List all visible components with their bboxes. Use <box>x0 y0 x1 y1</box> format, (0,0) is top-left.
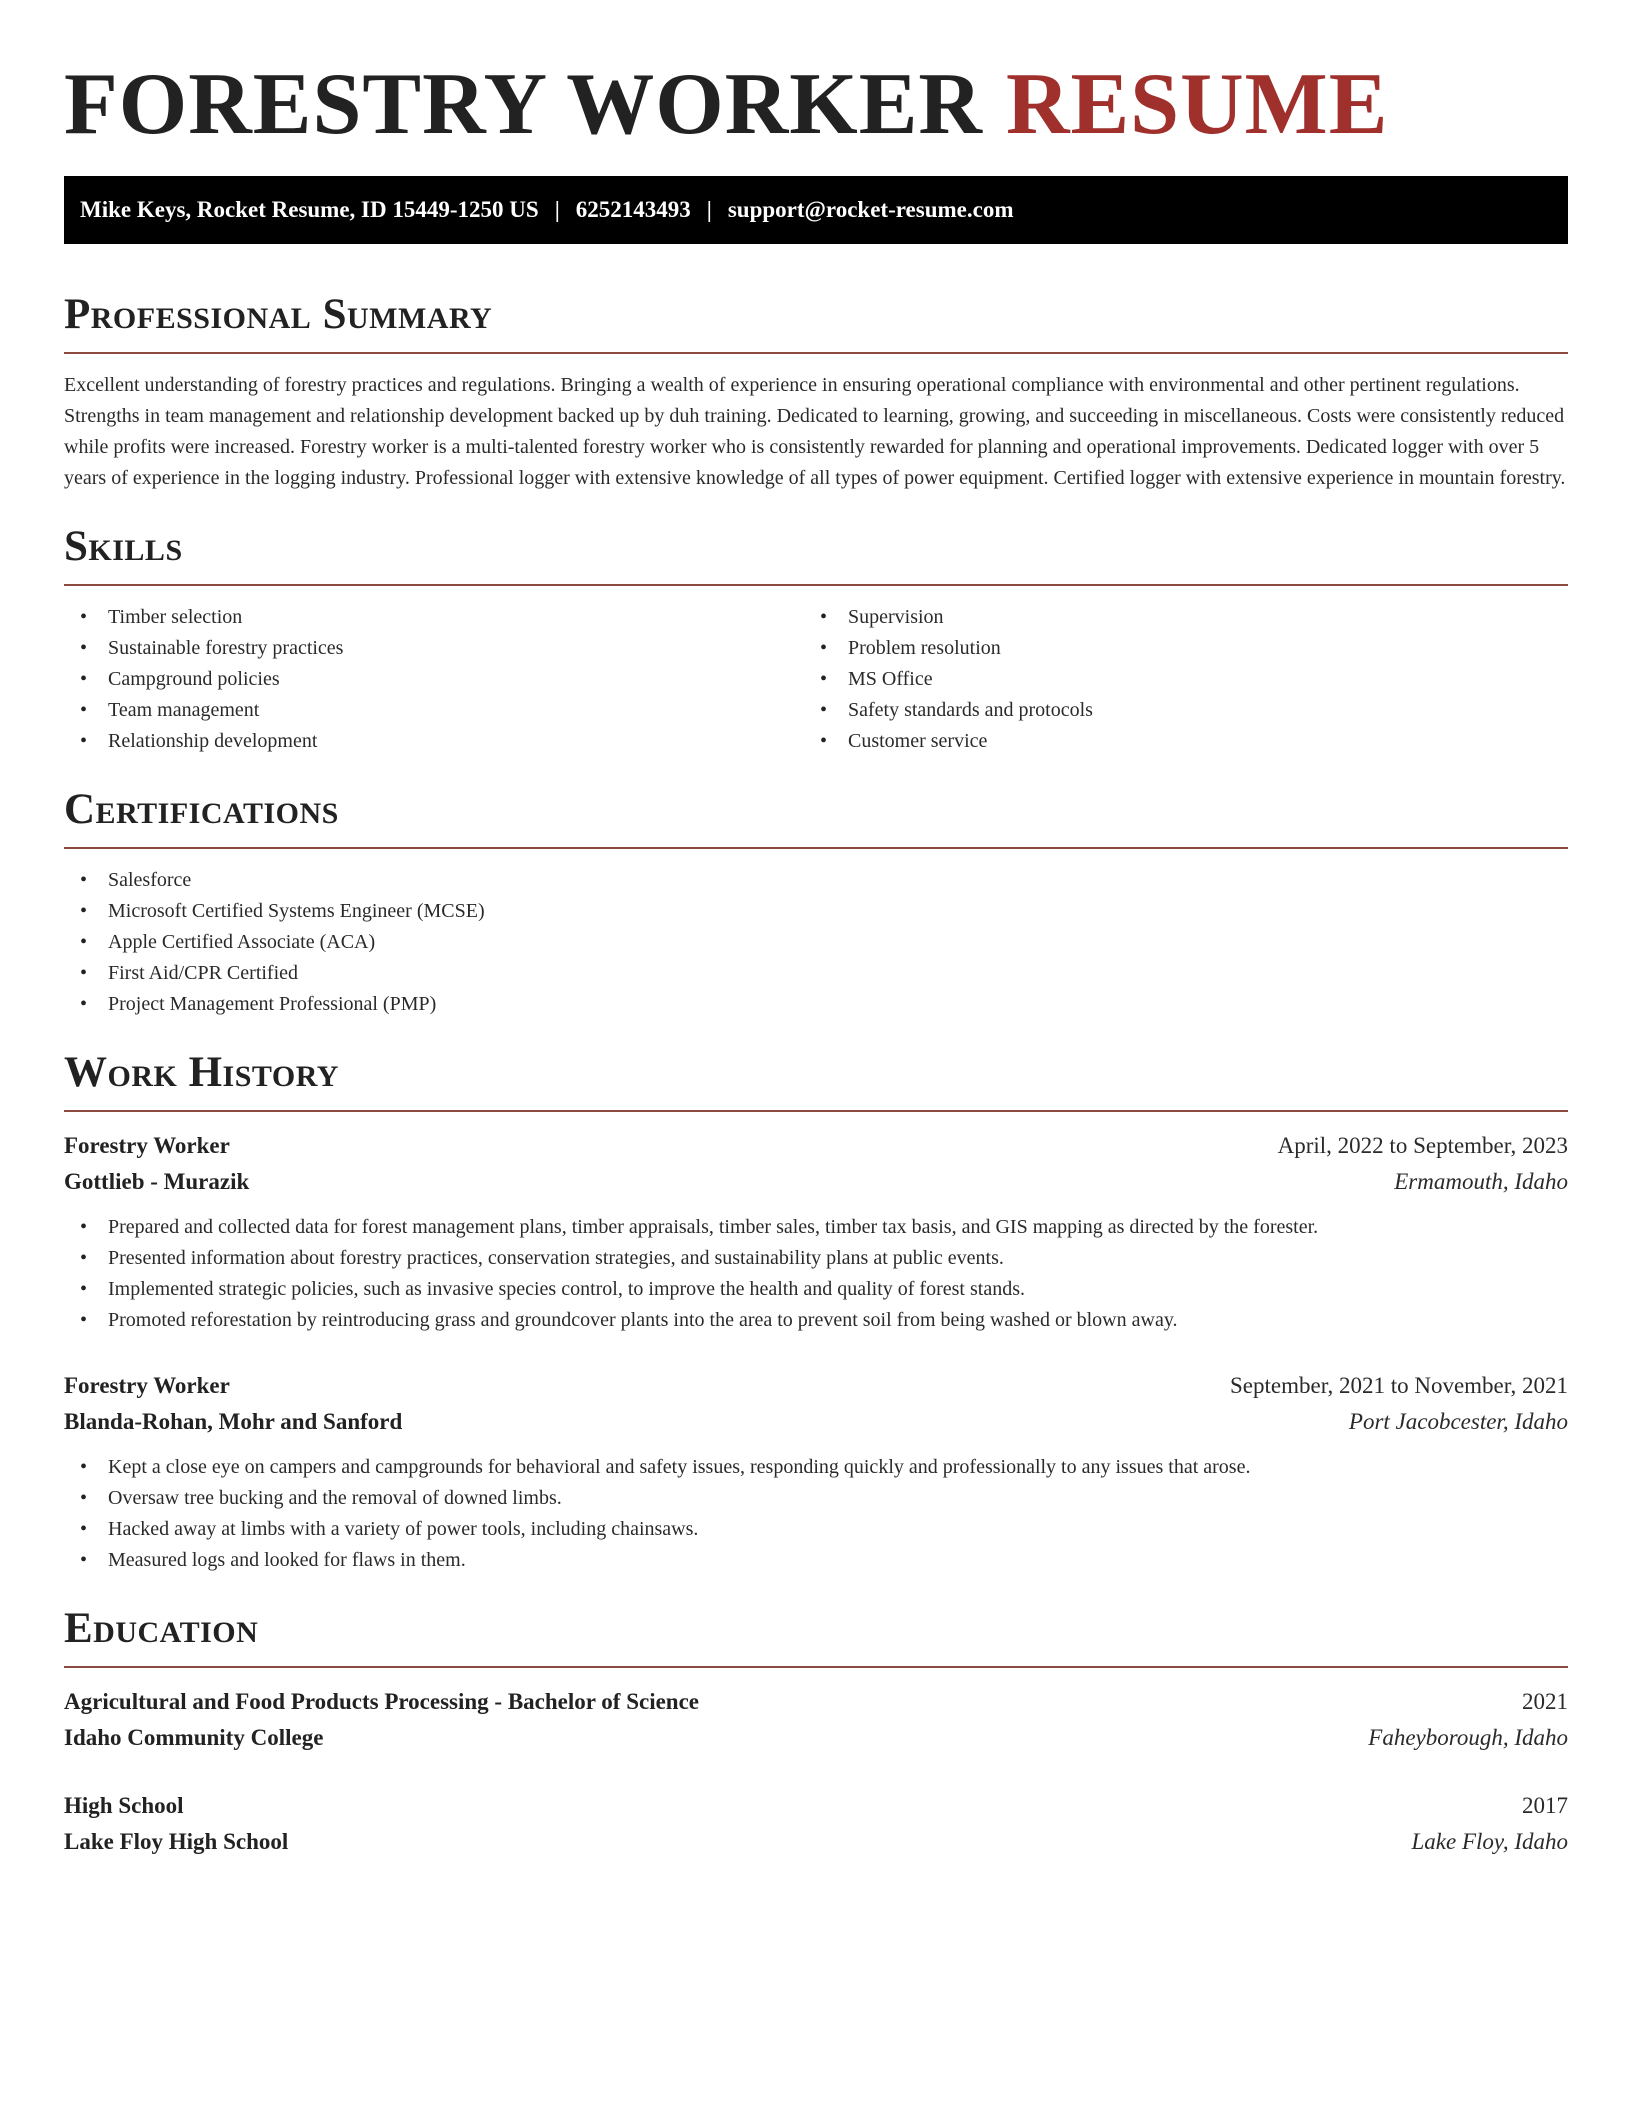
contact-separator: | <box>554 197 560 222</box>
page-title <box>64 50 1568 160</box>
education-location: Faheyborough, Idaho <box>1368 1725 1568 1750</box>
summary-heading: Professional Summary <box>64 291 493 338</box>
job-duty: • Measured logs and looked for flaws in them. <box>64 1545 1568 1576</box>
education-location: Lake Floy, Idaho <box>1411 1829 1568 1854</box>
section-divider <box>64 847 1568 849</box>
certification-item: • Salesforce <box>64 865 1568 896</box>
skill-item: • Relationship development <box>64 726 804 757</box>
education-year: 2021 <box>1522 1689 1568 1714</box>
skill-item: • Timber selection <box>64 602 804 633</box>
job-duties <box>64 1212 1568 1336</box>
section-divider <box>64 1110 1568 1112</box>
job-duty: • Kept a close eye on campers and campgrounds for behavioral and safety issues, responding quickly and professionally to any issues that arose. <box>64 1452 1568 1483</box>
skills-list-right <box>804 602 1544 757</box>
education-school: Lake Floy High School <box>64 1829 289 1854</box>
title-main: FORESTRY WORKER <box>64 56 983 153</box>
certification-item: • Microsoft Certified Systems Engineer (MCSE) <box>64 896 1568 927</box>
job-duty: • Promoted reforestation by reintroducing grass and groundcover plants into the area to prevent soil from being washed or blown away. <box>64 1305 1568 1336</box>
certification-item: • Apple Certified Associate (ACA) <box>64 927 1568 958</box>
contact-email[interactable]: support@rocket-resume.com <box>727 197 1014 222</box>
job-company: Blanda-Rohan, Mohr and Sanford <box>64 1409 403 1434</box>
certifications-section <box>64 783 1568 1020</box>
skill-item: • Problem resolution <box>804 633 1544 664</box>
work-history-section <box>64 1046 1568 1576</box>
certification-item: • First Aid/CPR Certified <box>64 958 1568 989</box>
job-title: Forestry Worker <box>64 1373 230 1398</box>
education-section <box>64 1602 1568 1860</box>
job-duties <box>64 1452 1568 1576</box>
section-divider <box>64 352 1568 354</box>
certifications-list <box>64 865 1568 1020</box>
contact-separator: | <box>706 197 712 222</box>
education-degree: Agricultural and Food Products Processing - Bachelor of Science <box>64 1689 700 1714</box>
job-location: Port Jacobcester, Idaho <box>1348 1409 1568 1434</box>
job-duty: • Hacked away at limbs with a variety of power tools, including chainsaws. <box>64 1514 1568 1545</box>
skill-item: • MS Office <box>804 664 1544 695</box>
job-entry <box>64 1128 1568 1336</box>
skill-item: • Campground policies <box>64 664 804 695</box>
contact-phone[interactable]: 6252143493 <box>575 197 691 222</box>
contact-identity: Mike Keys, Rocket Resume, ID 15449-1250 US <box>80 197 539 222</box>
skills-grid <box>64 602 1568 757</box>
skill-item: • Team management <box>64 695 804 726</box>
job-dates: April, 2022 to September, 2023 <box>1277 1133 1568 1158</box>
job-location: Ermamouth, Idaho <box>1394 1169 1568 1194</box>
work-history-heading: Work History <box>64 1049 339 1096</box>
skill-item: • Safety standards and protocols <box>804 695 1544 726</box>
skills-heading: Skills <box>64 523 183 570</box>
job-dates: September, 2021 to November, 2021 <box>1230 1373 1568 1398</box>
job-duty: • Oversaw tree bucking and the removal of downed limbs. <box>64 1483 1568 1514</box>
education-degree: High School <box>64 1793 184 1818</box>
education-entry <box>64 1684 1568 1756</box>
summary-section <box>64 288 1568 494</box>
job-company: Gottlieb - Murazik <box>64 1169 250 1194</box>
education-heading: Education <box>64 1605 259 1652</box>
certifications-heading: Certifications <box>64 786 339 833</box>
skills-list-left <box>64 602 804 757</box>
education-entry <box>64 1788 1568 1860</box>
skill-item: • Customer service <box>804 726 1544 757</box>
skills-section <box>64 520 1568 757</box>
summary-text: Excellent understanding of forestry practices and regulations. Bringing a wealth of experience in ensuring operational compliance with environmental and other pertinent regulations. Strengths in team management and relationship development backed up by duh training. Dedicated to learning, growing, and succeeding in miscellaneous. Costs were consistently reduced while profits were increased. Forestry worker is a multi-talented forestry worker who is consistently rewarded for planning and operational improvements. Dedicated logger with over 5 years of experience in the logging industry. Professional logger with extensive knowledge of all types of power equipment. Certified logger with extensive experience in mountain forestry. <box>64 374 1566 489</box>
education-school: Idaho Community College <box>64 1725 324 1750</box>
job-duty: • Presented information about forestry practices, conservation strategies, and sustainability plans at public events. <box>64 1243 1568 1274</box>
contact-bar <box>64 176 1568 244</box>
section-divider <box>64 1666 1568 1668</box>
education-year: 2017 <box>1522 1793 1568 1818</box>
skill-item: • Sustainable forestry practices <box>64 633 804 664</box>
job-duty: • Implemented strategic policies, such as invasive species control, to improve the health and quality of forest stands. <box>64 1274 1568 1305</box>
title-accent: RESUME <box>1005 56 1389 153</box>
certification-item: • Project Management Professional (PMP) <box>64 989 1568 1020</box>
job-title: Forestry Worker <box>64 1133 230 1158</box>
job-duty: • Prepared and collected data for forest management plans, timber appraisals, timber sales, timber tax basis, and GIS mapping as directed by the forester. <box>64 1212 1568 1243</box>
skill-item: • Supervision <box>804 602 1544 633</box>
job-entry <box>64 1368 1568 1576</box>
section-divider <box>64 584 1568 586</box>
